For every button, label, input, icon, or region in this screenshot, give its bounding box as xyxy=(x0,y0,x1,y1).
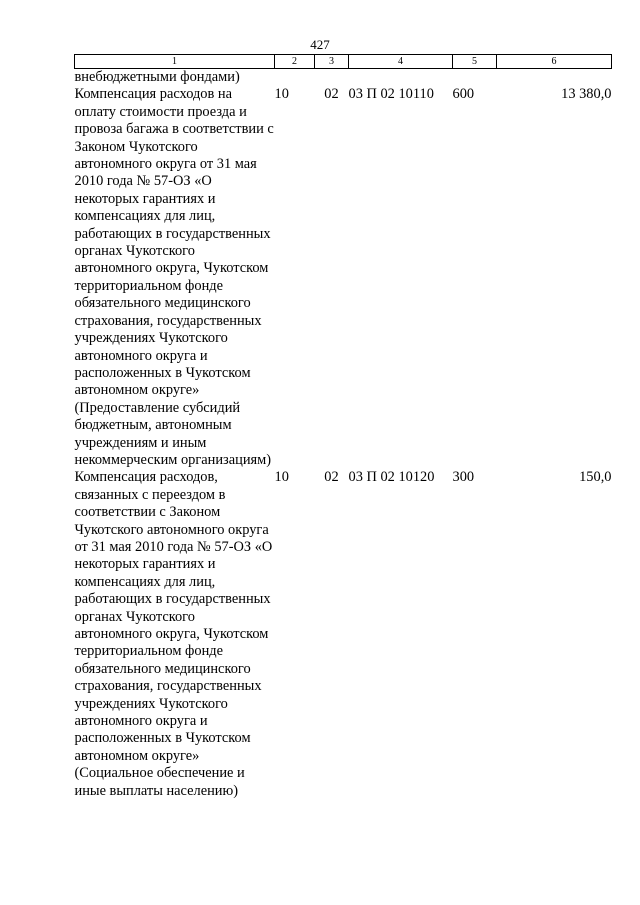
row-name: внебюджетными фондами) xyxy=(74,69,240,85)
budget-table xyxy=(74,54,612,800)
row-amount: 13 380,0 xyxy=(561,86,612,103)
row-expense-type: 600 xyxy=(452,86,475,103)
row-subsection: 02 xyxy=(324,469,339,486)
row-subsection xyxy=(315,69,349,87)
column-header-5: 5 xyxy=(453,55,497,69)
row-name: Компенсация расходов на оплату стоимости проезда и провоза багажа в соответствии с Законом Чукотского автономного округа от 31 мая 2010 года № 57-ОЗ «О некоторых гарантиях и компенсациях для лиц, работающих в государственных органах Чукотского автономного округа, Чукотском территориальном фонде обязательного медицинского страхования, государственных учреждениях Чукотского автономного округа и расположенных в Чукотском автономном округе» (Предоставление субсидий бюджетным, автономным учреждениям и иным некоммерческим организациям) xyxy=(74,86,274,468)
table-row xyxy=(75,86,612,469)
row-target-article: 03 П 02 10120 xyxy=(348,469,435,486)
table-row xyxy=(75,69,612,87)
column-header-4: 4 xyxy=(349,55,453,69)
row-section: 10 xyxy=(274,469,289,486)
row-section xyxy=(275,69,315,87)
column-header-2: 2 xyxy=(275,55,315,69)
column-header-3: 3 xyxy=(315,55,349,69)
row-expense-type: 300 xyxy=(452,469,475,486)
column-number-header-row xyxy=(75,55,612,69)
column-header-1: 1 xyxy=(75,55,275,69)
row-amount: 150,0 xyxy=(579,469,612,486)
column-header-6: 6 xyxy=(497,55,612,69)
row-subsection: 02 xyxy=(324,86,339,103)
table-row xyxy=(75,469,612,800)
row-section: 10 xyxy=(274,86,289,103)
row-amount xyxy=(497,69,612,87)
row-target-article xyxy=(349,69,453,87)
row-target-article: 03 П 02 10110 xyxy=(348,86,434,103)
page-number: 427 xyxy=(310,37,330,52)
row-name: Компенсация расходов, связанных с переездом в соответствии с Законом Чукотского автономного округа от 31 мая 2010 года № 57-ОЗ «О некоторых гарантиях и компенсациях для лиц, работающих в государственных органах Чукотского автономного округа, Чукотском территориальном фонде обязательного медицинского страхования, государственных учреждениях Чукотского автономного округа и расположенных в Чукотском автономном округе» (Социальное обеспечение и иные выплаты населению) xyxy=(74,469,273,799)
row-expense-type xyxy=(453,69,497,87)
